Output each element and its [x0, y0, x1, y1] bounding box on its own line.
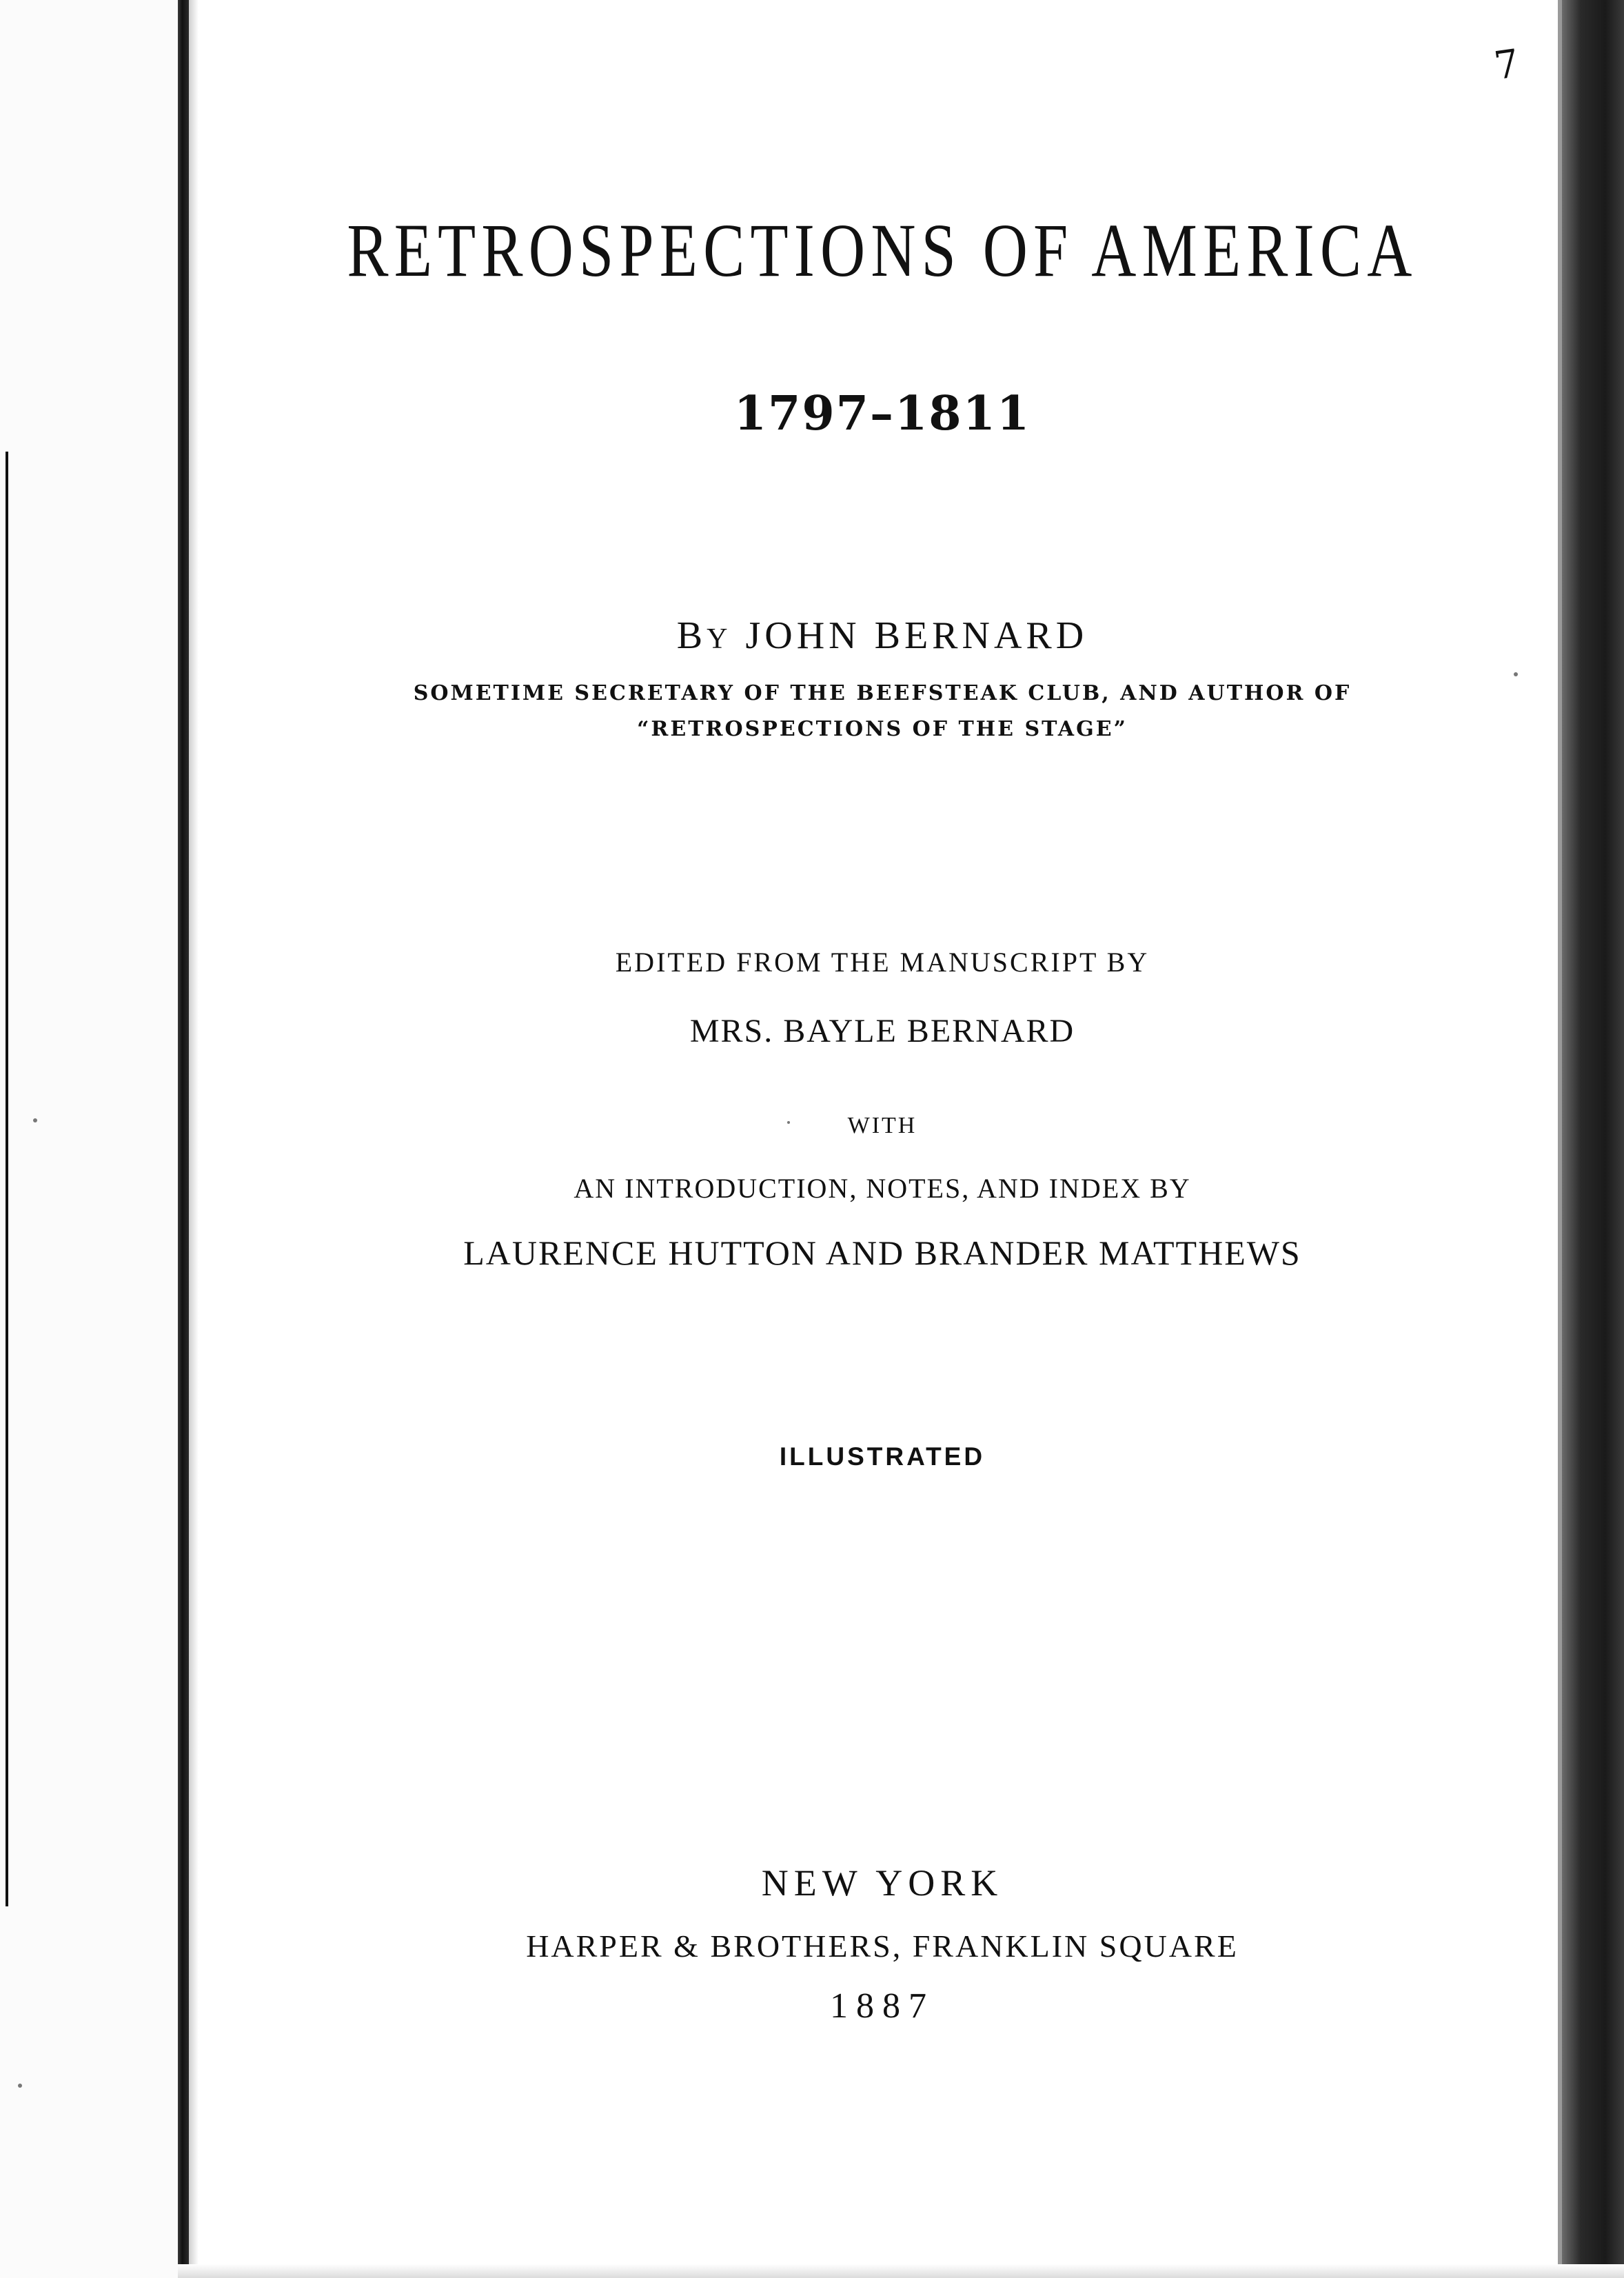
book-years: 1797–1811 [733, 386, 1031, 441]
facing-page-border [0, 452, 8, 1906]
author-description-line-2: “RETROSPECTIONS OF THE STAGE” [637, 717, 1128, 741]
illustrated-label: ILLUSTRATED [779, 1442, 986, 1471]
handwritten-corner-mark: 7 [1491, 41, 1522, 90]
imprint-publisher: HARPER & BROTHERS, FRANKLIN SQUARE [526, 1928, 1239, 1964]
facing-page-fragment [0, 0, 178, 2278]
scan-speck [1514, 672, 1518, 676]
book-gutter [178, 0, 189, 2278]
introduction-authors: LAURENCE HUTTON AND BRANDER MATTHEWS [463, 1233, 1301, 1272]
cover-board-edge [1562, 0, 1624, 2278]
author-line [200, 614, 1565, 658]
scan-speck [33, 1118, 37, 1122]
imprint-city: NEW YORK [761, 1862, 1004, 1904]
by-initial: B [676, 614, 707, 657]
gutter-shadow [189, 0, 199, 2278]
book-title: RETROSPECTIONS OF AMERICA [347, 208, 1418, 292]
bottom-page-edge [178, 2264, 1624, 2278]
with-line: WITH [847, 1113, 917, 1138]
author-name: JOHN BERNARD [745, 614, 1088, 657]
scan-speck [18, 2084, 22, 2088]
edited-from-line: EDITED FROM THE MANUSCRIPT BY [615, 947, 1150, 978]
introduction-line: AN INTRODUCTION, NOTES, AND INDEX BY [574, 1173, 1191, 1204]
by-rest: Y [707, 623, 732, 655]
author-description-line-1: SOMETIME SECRETARY OF THE BEEFSTEAK CLUB, AND AUTHOR OF [413, 681, 1352, 705]
editor-name: MRS. BAYLE BERNARD [689, 1013, 1075, 1049]
imprint-year: 1887 [830, 1986, 935, 2026]
